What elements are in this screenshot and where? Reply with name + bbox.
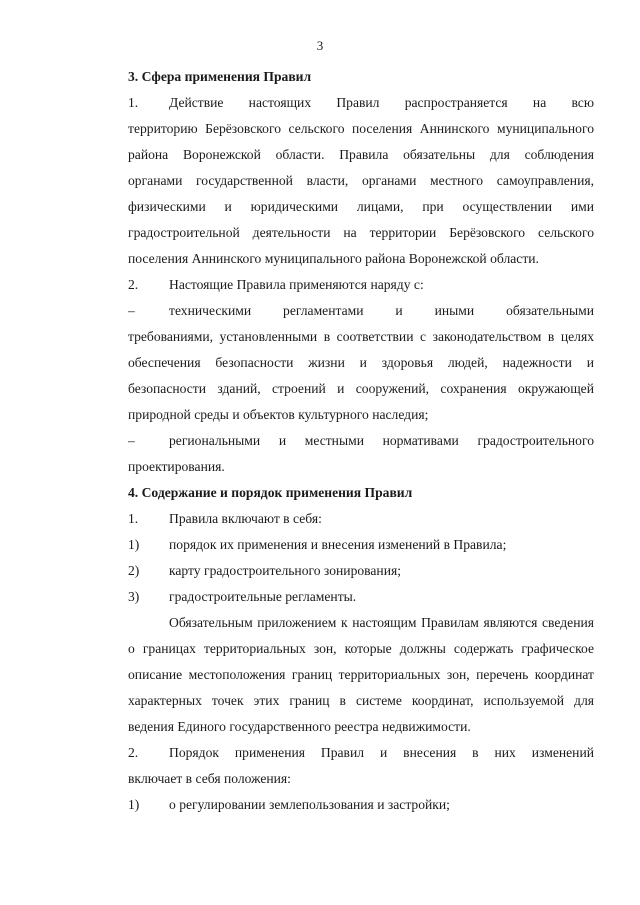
paragraph-text: органами государственной власти, органами местного самоуправления, <box>128 173 594 188</box>
paragraph-text: района Воронежской области. Правила обязательны для соблюдения <box>128 147 594 162</box>
paragraph-text: характерных точек этих границ в системе координат, используемой для <box>128 693 594 708</box>
paragraph-number: 1. <box>128 95 139 110</box>
paragraph-text: ведения Единого государственного реестра недвижимости. <box>128 719 471 734</box>
list-item-text: градостроительные регламенты. <box>169 589 357 604</box>
list-item-number: 1) <box>128 537 140 552</box>
section-4-heading: 4. Содержание и порядок применения Правил <box>128 485 413 500</box>
page-number: 3 <box>316 38 324 53</box>
bullet-text: природной среды и объектов культурного наследия; <box>128 407 429 422</box>
list-item-text: порядок их применения и внесения изменений в Правила; <box>169 537 507 552</box>
bullet-text: обеспечения безопасности жизни и здоровья людей, надежности и <box>128 355 594 370</box>
paragraph-text: градостроительной деятельности на территории Берёзовского сельского <box>128 225 594 240</box>
paragraph-text: Действие настоящих Правил распространяется на всю <box>169 95 594 110</box>
bullet-text: региональными и местными нормативами градостроительного <box>169 433 594 448</box>
paragraph-text: физическими и юридическими лицами, при осуществлении ими <box>128 199 594 214</box>
paragraph-text: о границах территориальных зон, которые должны содержать графическое <box>128 641 594 656</box>
paragraph-text: поселения Аннинского муниципального района Воронежской области. <box>128 251 539 266</box>
paragraph-text: Настоящие Правила применяются наряду с: <box>169 277 424 292</box>
list-item-number: 1) <box>128 797 140 812</box>
paragraph-text: Обязательным приложением к настоящим Правилам являются сведения <box>169 615 594 630</box>
section-3-heading: 3. Сфера применения Правил <box>128 69 312 84</box>
paragraph-number: 2. <box>128 745 139 760</box>
list-item-text: карту градостроительного зонирования; <box>169 563 402 578</box>
paragraph-text: описание местоположения границ территориальных зон, перечень координат <box>128 667 594 682</box>
paragraph-text: Порядок применения Правил и внесения в них изменений <box>169 745 594 760</box>
paragraph-text: территорию Берёзовского сельского поселения Аннинского муниципального <box>128 121 594 136</box>
paragraph-text: Правила включают в себя: <box>169 511 322 526</box>
paragraph-number: 1. <box>128 511 139 526</box>
bullet-dash: – <box>128 433 135 448</box>
bullet-text: техническими регламентами и иными обязательными <box>169 303 594 318</box>
bullet-text: безопасности зданий, строений и сооружений, сохранения окружающей <box>128 381 594 396</box>
paragraph-text: включает в себя положения: <box>128 771 291 786</box>
paragraph-number: 2. <box>128 277 139 292</box>
bullet-text: проектирования. <box>128 459 225 474</box>
list-item-number: 3) <box>128 589 140 604</box>
list-item-number: 2) <box>128 563 140 578</box>
list-item-text: о регулировании землепользования и застройки; <box>169 797 450 812</box>
bullet-text: требованиями, установленными в соответствии с законодательством в целях <box>128 329 594 344</box>
bullet-dash: – <box>128 303 135 318</box>
